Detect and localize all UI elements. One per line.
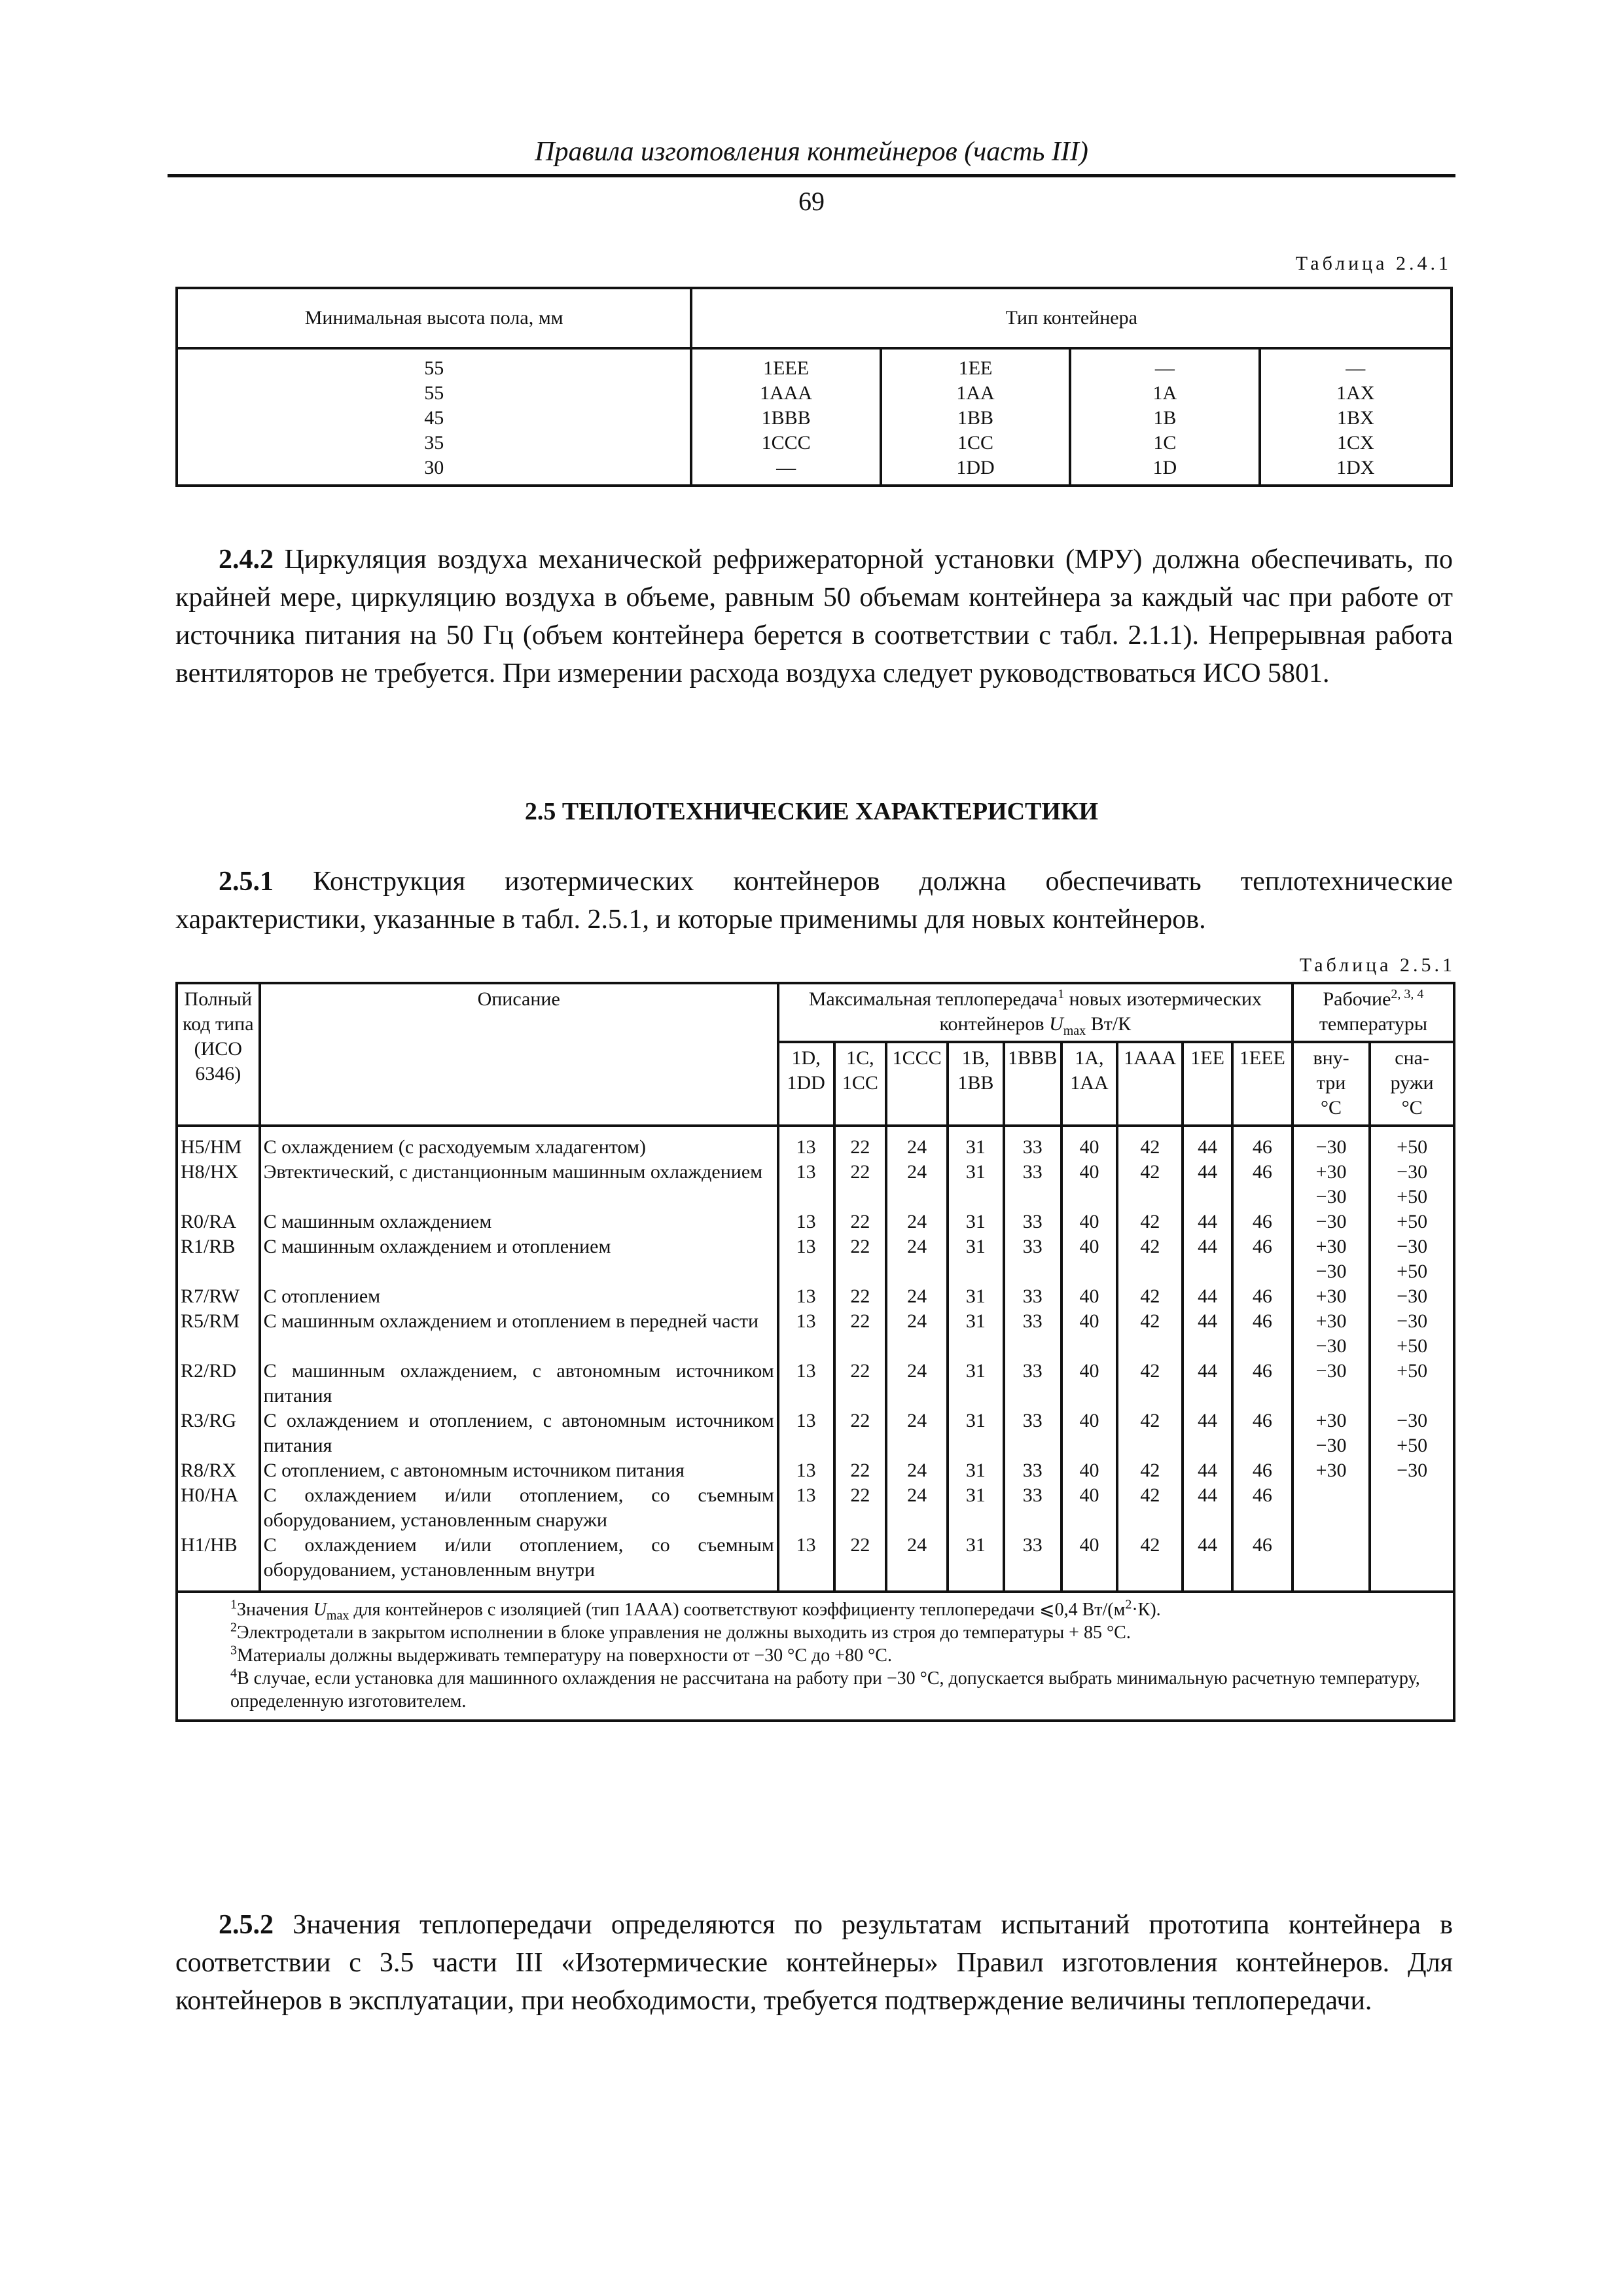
- heat-transfer-value: 33: [1004, 1284, 1061, 1309]
- inside-temp: +30 −30: [1293, 1160, 1370, 1210]
- heat-transfer-value: 46: [1232, 1533, 1293, 1592]
- table-241-cell: 1AA: [956, 382, 995, 404]
- heat-transfer-value: 24: [886, 1160, 948, 1210]
- container-type-header: 1C, 1CC: [834, 1042, 887, 1126]
- inside-temp: +30: [1293, 1284, 1370, 1309]
- table-241-cell: 1DD: [956, 457, 995, 478]
- heat-transfer-value: 22: [834, 1533, 887, 1592]
- u-subscript: max: [326, 1608, 349, 1623]
- heat-transfer-value: 13: [778, 1359, 834, 1408]
- table-241-header-type: Тип контейнера: [691, 288, 1452, 348]
- table-251-row: [177, 1284, 1454, 1309]
- container-type-header: 1A, 1AA: [1061, 1042, 1118, 1126]
- heat-transfer-value: 46: [1232, 1284, 1293, 1309]
- table-241-cell: 1CC: [957, 432, 994, 454]
- heat-transfer-value: 13: [778, 1533, 834, 1592]
- heat-transfer-value: 31: [948, 1309, 1004, 1359]
- heat-transfer-value: 44: [1183, 1309, 1232, 1359]
- table-251-caption: Таблица 2.5.1: [1299, 954, 1455, 976]
- table-251-footnotes: [177, 1592, 1454, 1721]
- heat-transfer-value: 13: [778, 1408, 834, 1458]
- footnote-1-mark: 1: [230, 1597, 237, 1612]
- heat-transfer-value: 22: [834, 1309, 887, 1359]
- page-number: 69: [798, 187, 825, 216]
- table-241-column: [691, 348, 880, 486]
- footnote-2-mark: 2: [230, 1620, 237, 1635]
- inside-temp: [1293, 1533, 1370, 1592]
- heat-transfer-value: 42: [1117, 1284, 1183, 1309]
- table-241-cell: 1AAA: [760, 382, 813, 404]
- footnote-2: [182, 1621, 1449, 1644]
- table-251-row: [177, 1126, 1454, 1160]
- heat-transfer-value: 22: [834, 1483, 887, 1533]
- exponent: 2: [1125, 1597, 1132, 1612]
- heat-transfer-value: 31: [948, 1359, 1004, 1408]
- heat-transfer-value: 31: [948, 1408, 1004, 1458]
- outside-temp: +50: [1370, 1359, 1454, 1408]
- outside-temp: +50: [1370, 1126, 1454, 1160]
- heat-transfer-value: 44: [1183, 1210, 1232, 1234]
- heat-transfer-value: 44: [1183, 1126, 1232, 1160]
- heat-transfer-value: 24: [886, 1284, 948, 1309]
- table-241-body: [177, 348, 1452, 486]
- working-temps-label: Рабочие: [1323, 988, 1391, 1010]
- u-symbol: U: [313, 1600, 327, 1620]
- heat-transfer-value: 33: [1004, 1458, 1061, 1483]
- footnote-3: [182, 1644, 1449, 1667]
- table-241-column: [1260, 348, 1452, 486]
- heat-transfer-value: 40: [1061, 1309, 1118, 1359]
- table-241-cell: 1D: [1152, 457, 1177, 478]
- type-description: С охлаждением и/или отоплением, со съемным оборудованием, установленным снаружи: [260, 1483, 778, 1533]
- heat-transfer-value: 33: [1004, 1533, 1061, 1592]
- heat-transfer-value: 31: [948, 1284, 1004, 1309]
- inside-temp: [1293, 1483, 1370, 1533]
- table-241-cell: —: [776, 457, 796, 478]
- inside-temp: +30 −30: [1293, 1309, 1370, 1359]
- heat-transfer-value: 42: [1117, 1408, 1183, 1458]
- table-251-header-working-temps: [1293, 983, 1454, 1042]
- table-241-cell: 1CX: [1336, 432, 1374, 454]
- table-241-column: [881, 348, 1070, 486]
- paragraph-text: Циркуляция воздуха механической рефрижераторной установки (МРУ) должна обеспечивать, по крайней мере, циркуляцию воздуха в объеме, равным 50 объемам контейнера за каждый час при работе от источника питания на 50 Гц (объем контейнера берется в соответствии с табл. 2.1.1). Непрерывная работа вентиляторов не требуется. При измерении расхода воздуха следует руководствоваться ИСО 5801.: [175, 545, 1453, 689]
- table-241-column: [177, 348, 691, 486]
- container-type-header: 1CCC: [886, 1042, 948, 1126]
- heat-transfer-value: 24: [886, 1126, 948, 1160]
- heat-transfer-value: 46: [1232, 1126, 1293, 1160]
- container-type-header: 1EE: [1183, 1042, 1232, 1126]
- heat-transfer-value: 46: [1232, 1408, 1293, 1458]
- type-code: R8/RX: [177, 1458, 260, 1483]
- heat-transfer-value: 46: [1232, 1234, 1293, 1284]
- table-241-cell: 1DX: [1336, 457, 1375, 478]
- heat-transfer-value: 22: [834, 1458, 887, 1483]
- heat-transfer-value: 44: [1183, 1284, 1232, 1309]
- table-251-header-max-heat-transfer: [778, 983, 1293, 1042]
- table-241-cell: 55: [424, 357, 444, 379]
- footnote-3-text: Материалы должны выдерживать температуру на поверхности от −30 °C до +80 °C.: [237, 1645, 892, 1666]
- paragraph-number: 2.4.2: [219, 545, 274, 575]
- heat-transfer-value: 13: [778, 1210, 834, 1234]
- table-241-cell: 1AX: [1336, 382, 1375, 404]
- table-251-row: [177, 1483, 1454, 1533]
- paragraph-2-5-1: [175, 863, 1453, 939]
- container-type-header: 1AAA: [1117, 1042, 1183, 1126]
- type-code: H1/HB: [177, 1533, 260, 1592]
- paragraph-2-4-2: [175, 541, 1453, 692]
- type-description: С машинным охлаждением и отоплением в передней части: [260, 1309, 778, 1359]
- table-251-row: [177, 1408, 1454, 1458]
- heat-transfer-value: 13: [778, 1284, 834, 1309]
- table-241: [175, 287, 1453, 487]
- heat-transfer-value: 33: [1004, 1309, 1061, 1359]
- heat-transfer-value: 44: [1183, 1359, 1232, 1408]
- heat-transfer-value: 40: [1061, 1234, 1118, 1284]
- type-description: С машинным охлаждением и отоплением: [260, 1234, 778, 1284]
- table-241-cell: —: [1154, 357, 1175, 379]
- footnote-1-text: Значения: [237, 1600, 313, 1620]
- heat-transfer-value: 33: [1004, 1210, 1061, 1234]
- heat-transfer-value: 44: [1183, 1483, 1232, 1533]
- max-heat-label-cont: новых изотермических контейнеров: [939, 988, 1262, 1035]
- type-description: С отоплением: [260, 1284, 778, 1309]
- running-header: Правила изготовления контейнеров (часть III): [535, 137, 1088, 167]
- heat-transfer-value: 42: [1117, 1483, 1183, 1533]
- heat-transfer-value: 33: [1004, 1359, 1061, 1408]
- footnote-marks: 2, 3, 4: [1391, 987, 1424, 1001]
- heat-transfer-value: 13: [778, 1458, 834, 1483]
- outside-temp: −30 +50: [1370, 1234, 1454, 1284]
- table-251-row: [177, 1309, 1454, 1359]
- footnote-3-mark: 3: [230, 1643, 237, 1658]
- heat-transfer-value: 31: [948, 1483, 1004, 1533]
- table-241-cell: 1CCC: [761, 432, 811, 454]
- table-241-cell: 55: [424, 382, 444, 404]
- table-251-row: [177, 1533, 1454, 1592]
- u-symbol: U: [1049, 1013, 1063, 1035]
- type-code: R5/RM: [177, 1309, 260, 1359]
- type-code: H8/HX: [177, 1160, 260, 1210]
- type-description: Эвтектический, с дистанционным машинным охлаждением: [260, 1160, 778, 1210]
- inside-temp: +30: [1293, 1458, 1370, 1483]
- heat-transfer-value: 31: [948, 1458, 1004, 1483]
- heat-transfer-value: 46: [1232, 1160, 1293, 1210]
- heat-transfer-value: 40: [1061, 1359, 1118, 1408]
- heat-transfer-value: 24: [886, 1309, 948, 1359]
- table-241-header-floor: Минимальная высота пола, мм: [177, 288, 691, 348]
- heat-transfer-value: 31: [948, 1533, 1004, 1592]
- table-251-row: [177, 1160, 1454, 1210]
- heat-transfer-value: 33: [1004, 1408, 1061, 1458]
- footnote-mark: 1: [1058, 987, 1065, 1001]
- header-rule: [168, 174, 1455, 177]
- outside-temp: −30 +50: [1370, 1160, 1454, 1210]
- heat-transfer-value: 40: [1061, 1210, 1118, 1234]
- table-241-row: [177, 348, 1452, 486]
- outside-temp: [1370, 1533, 1454, 1592]
- heat-transfer-value: 40: [1061, 1284, 1118, 1309]
- table-241-caption: Таблица 2.4.1: [1295, 253, 1452, 274]
- paragraph-number: 2.5.1: [219, 867, 274, 897]
- heat-transfer-value: 22: [834, 1284, 887, 1309]
- type-code: R2/RD: [177, 1359, 260, 1408]
- table-251-header-code: Полный код типа (ИСО 6346): [177, 983, 260, 1126]
- outside-temp: −30: [1370, 1284, 1454, 1309]
- u-subscript: max: [1063, 1024, 1086, 1038]
- heat-transfer-value: 31: [948, 1160, 1004, 1210]
- heat-transfer-value: 42: [1117, 1458, 1183, 1483]
- table-241-cell: 1BX: [1336, 407, 1374, 429]
- type-code: R1/RB: [177, 1234, 260, 1284]
- heat-transfer-value: 33: [1004, 1483, 1061, 1533]
- heat-transfer-value: 44: [1183, 1458, 1232, 1483]
- heat-transfer-value: 24: [886, 1408, 948, 1458]
- max-heat-label: Максимальная теплопередача: [808, 988, 1058, 1010]
- heat-transfer-value: 44: [1183, 1408, 1232, 1458]
- table-241-cell: 1A: [1152, 382, 1177, 404]
- type-description: С охлаждением (с расходуемым хладагентом): [260, 1126, 778, 1160]
- inside-temp: +30 −30: [1293, 1408, 1370, 1458]
- table-241-column: [1070, 348, 1259, 486]
- outside-temp: −30 +50: [1370, 1309, 1454, 1359]
- footnote-1: [182, 1598, 1449, 1621]
- heat-transfer-value: 13: [778, 1234, 834, 1284]
- heat-transfer-value: 42: [1117, 1126, 1183, 1160]
- inside-temp: −30: [1293, 1359, 1370, 1408]
- heat-transfer-value: 46: [1232, 1458, 1293, 1483]
- type-description: С машинным охлаждением: [260, 1210, 778, 1234]
- section-heading-2-5: 2.5 ТЕПЛОТЕХНИЧЕСКИЕ ХАРАКТЕРИСТИКИ: [524, 798, 1099, 825]
- outside-temp: −30: [1370, 1458, 1454, 1483]
- heat-transfer-value: 42: [1117, 1210, 1183, 1234]
- footnote-4: [182, 1667, 1449, 1713]
- table-241-cell: 30: [424, 457, 444, 478]
- heat-transfer-value: 22: [834, 1408, 887, 1458]
- type-code: R7/RW: [177, 1284, 260, 1309]
- heat-transfer-value: 33: [1004, 1160, 1061, 1210]
- heat-transfer-value: 24: [886, 1458, 948, 1483]
- heat-transfer-value: 22: [834, 1210, 887, 1234]
- outside-temp: +50: [1370, 1210, 1454, 1234]
- container-type-header: 1EEE: [1232, 1042, 1293, 1126]
- table-251-body: [177, 1126, 1454, 1592]
- container-type-header: 1BBB: [1004, 1042, 1061, 1126]
- outside-temp-header: сна-ружи °C: [1370, 1042, 1454, 1126]
- footnote-4-text: В случае, если установка для машинного охлаждения не рассчитана на работу при −30 °C, допускается выбрать минимальную расчетную температуру, определенную изготовителем.: [230, 1668, 1420, 1712]
- type-code: R0/RA: [177, 1210, 260, 1234]
- heat-transfer-value: 44: [1183, 1234, 1232, 1284]
- table-251-row: [177, 1210, 1454, 1234]
- heat-transfer-value: 33: [1004, 1234, 1061, 1284]
- heat-transfer-value: 40: [1061, 1458, 1118, 1483]
- heat-transfer-value: 31: [948, 1210, 1004, 1234]
- table-241-cell: —: [1346, 357, 1366, 379]
- heat-transfer-value: 13: [778, 1309, 834, 1359]
- table-251-row: [177, 1359, 1454, 1408]
- heat-transfer-value: 24: [886, 1359, 948, 1408]
- inside-temp: −30: [1293, 1126, 1370, 1160]
- heat-transfer-value: 46: [1232, 1359, 1293, 1408]
- footnote-2-text: Электродетали в закрытом исполнении в блоке управления не должны выходить из строя до температуры + 85 °C.: [237, 1623, 1131, 1643]
- heat-transfer-value: 42: [1117, 1309, 1183, 1359]
- heat-transfer-value: 31: [948, 1234, 1004, 1284]
- heat-transfer-value: 24: [886, 1210, 948, 1234]
- paragraph-2-5-2: [175, 1906, 1453, 2020]
- heat-transfer-value: 22: [834, 1359, 887, 1408]
- outside-temp: [1370, 1483, 1454, 1533]
- table-241-cell: 1B: [1153, 407, 1177, 429]
- type-code: R3/RG: [177, 1408, 260, 1458]
- type-description: С машинным охлаждением, с автономным источником питания: [260, 1359, 778, 1408]
- table-251: [175, 982, 1455, 1722]
- unit-label: Вт/К: [1086, 1013, 1132, 1035]
- footnote-1-text-end: ·К).: [1132, 1600, 1161, 1620]
- heat-transfer-value: 24: [886, 1483, 948, 1533]
- table-241-cell: 1BB: [957, 407, 994, 429]
- table-241-cell: 1C: [1153, 432, 1177, 454]
- type-description: С охлаждением и отоплением, с автономным источником питания: [260, 1408, 778, 1458]
- heat-transfer-value: 46: [1232, 1309, 1293, 1359]
- paragraph-text: Значения теплопередачи определяются по результатам испытаний прототипа контейнера в соответствии с 3.5 части III «Изотермические контейнеры» Правил изготовления контейнеров. Для контейнеров в эксплуатации, при необходимости, требуется подтверждение величины теплопередачи.: [175, 1910, 1453, 2016]
- heat-transfer-value: 33: [1004, 1126, 1061, 1160]
- heat-transfer-value: 42: [1117, 1160, 1183, 1210]
- heat-transfer-value: 40: [1061, 1533, 1118, 1592]
- container-type-header: 1D, 1DD: [778, 1042, 834, 1126]
- heat-transfer-value: 44: [1183, 1533, 1232, 1592]
- inside-temp: +30 −30: [1293, 1234, 1370, 1284]
- heat-transfer-value: 13: [778, 1160, 834, 1210]
- table-241-cell: 35: [424, 432, 444, 454]
- heat-transfer-value: 42: [1117, 1533, 1183, 1592]
- table-241-cell: 1EE: [958, 357, 993, 379]
- table-251-row: [177, 1234, 1454, 1284]
- heat-transfer-value: 24: [886, 1533, 948, 1592]
- heat-transfer-value: 24: [886, 1234, 948, 1284]
- heat-transfer-value: 40: [1061, 1408, 1118, 1458]
- heat-transfer-value: 13: [778, 1483, 834, 1533]
- footnote-1-text-cont: для контейнеров с изоляцией (тип 1AAA) соответствуют коэффициенту теплопередачи ⩽0,4 Вт/(м: [349, 1600, 1126, 1620]
- footnote-4-mark: 4: [230, 1666, 237, 1681]
- container-type-header: 1B, 1BB: [948, 1042, 1004, 1126]
- heat-transfer-value: 46: [1232, 1483, 1293, 1533]
- type-code: H0/HA: [177, 1483, 260, 1533]
- table-241-cell: 1EEE: [763, 357, 810, 379]
- inside-temp: −30: [1293, 1210, 1370, 1234]
- heat-transfer-value: 42: [1117, 1359, 1183, 1408]
- paragraph-text: Конструкция изотермических контейнеров должна обеспечивать теплотехнические характеристики, указанные в табл. 2.5.1, и которые применимы для новых контейнеров.: [175, 867, 1453, 935]
- type-description: С отоплением, с автономным источником питания: [260, 1458, 778, 1483]
- heat-transfer-value: 22: [834, 1234, 887, 1284]
- outside-temp: −30 +50: [1370, 1408, 1454, 1458]
- heat-transfer-value: 31: [948, 1126, 1004, 1160]
- heat-transfer-value: 40: [1061, 1483, 1118, 1533]
- heat-transfer-value: 40: [1061, 1126, 1118, 1160]
- heat-transfer-value: 22: [834, 1126, 887, 1160]
- heat-transfer-value: 40: [1061, 1160, 1118, 1210]
- table-241-cell: 1BBB: [761, 407, 811, 429]
- type-code: H5/HM: [177, 1126, 260, 1160]
- table-251-header-description: Описание: [260, 983, 778, 1126]
- heat-transfer-value: 42: [1117, 1234, 1183, 1284]
- heat-transfer-value: 44: [1183, 1160, 1232, 1210]
- heat-transfer-value: 46: [1232, 1210, 1293, 1234]
- inside-temp-header: вну-три °C: [1293, 1042, 1370, 1126]
- type-description: С охлаждением и/или отоплением, со съемным оборудованием, установленным внутри: [260, 1533, 778, 1592]
- table-251-row: [177, 1458, 1454, 1483]
- paragraph-number: 2.5.2: [219, 1910, 274, 1940]
- table-241-cell: 45: [424, 407, 444, 429]
- working-temps-label-cont: температуры: [1319, 1013, 1428, 1035]
- heat-transfer-value: 22: [834, 1160, 887, 1210]
- heat-transfer-value: 13: [778, 1126, 834, 1160]
